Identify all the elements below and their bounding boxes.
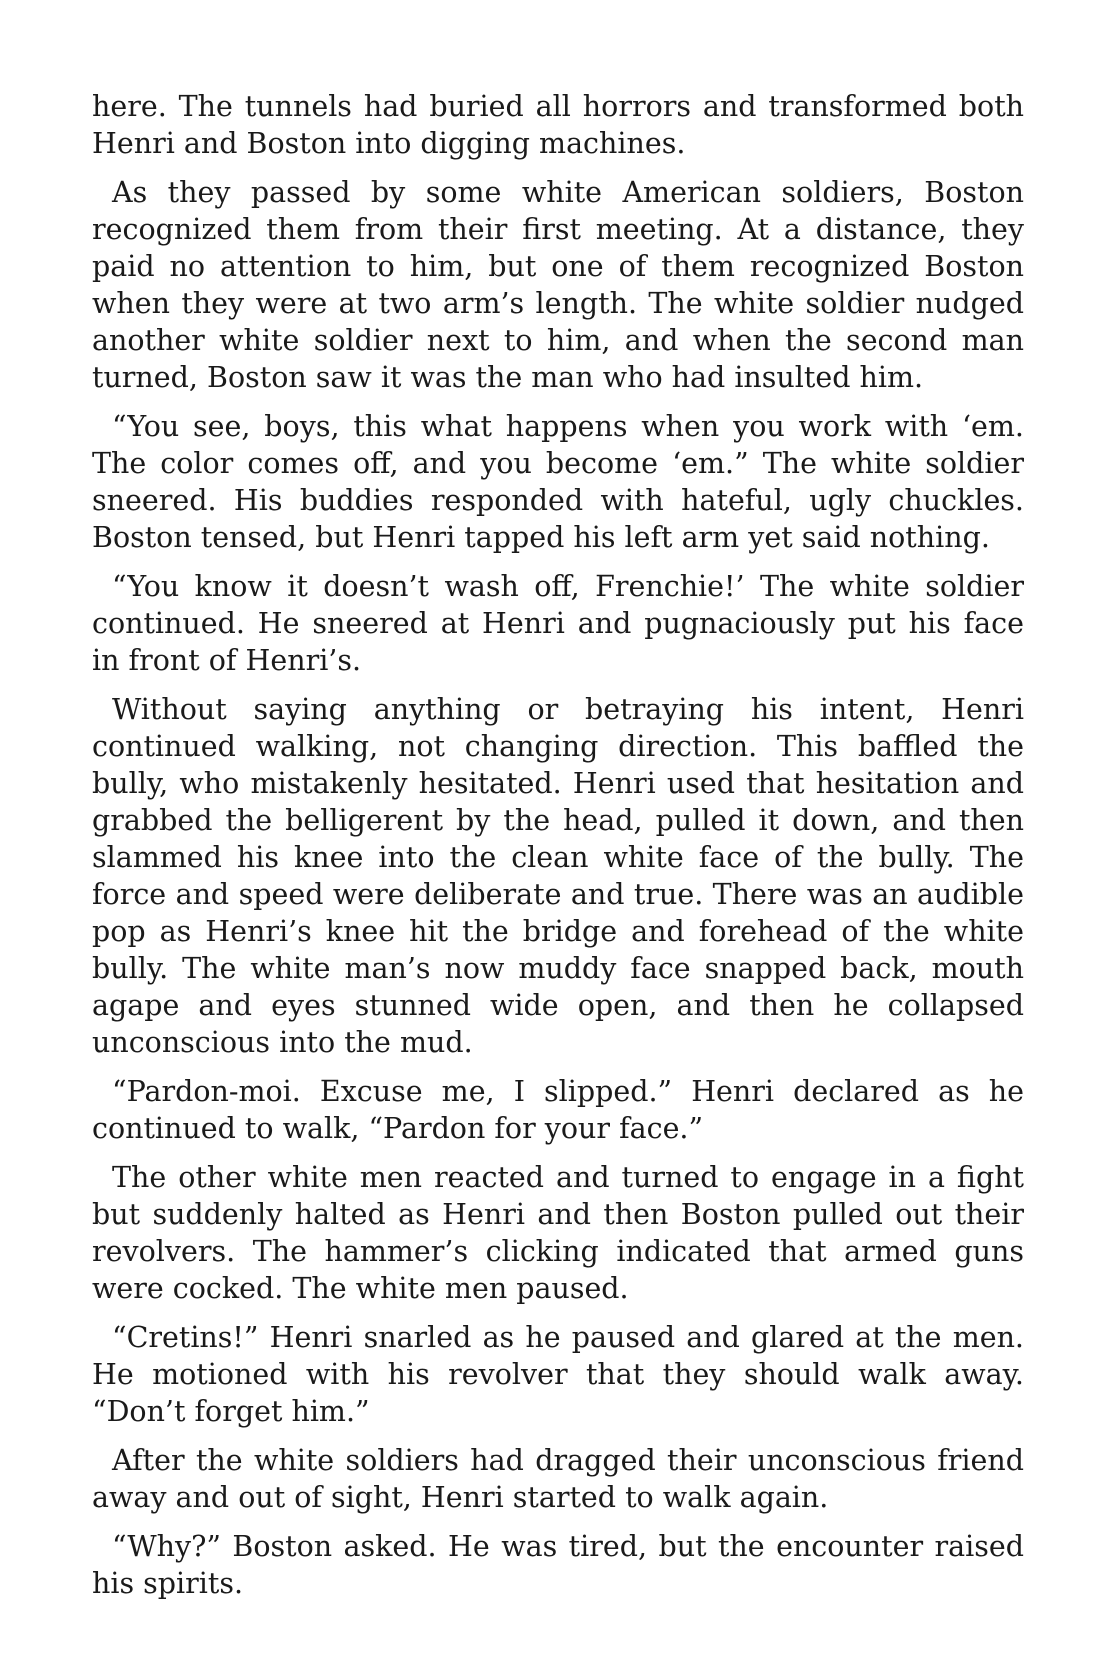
- paragraph-4: “You know it doesn’t wash off, Frenchie!’ The white soldier continued. He sneered at Henri and pugnaciously put his face in front of Henri’s.: [92, 570, 1024, 677]
- paragraph-8: “Cretins!” Henri snarled as he paused and glared at the men. He motioned with his revolver that they should walk away. “Don’t forget him.”: [92, 1321, 1024, 1428]
- paragraph-2: As they passed by some white American soldiers, Boston recognized them from their first meeting. At a distance, they paid no attention to him, but one of them recognized Boston when they were at two arm’s length. The white soldier nudged another white soldier next to him, and when the second man turned, Boston saw it was the man who had insulted him.: [92, 176, 1024, 394]
- paragraph-6: “Pardon-moi. Excuse me, I slipped.” Henri declared as he continued to walk, “Pardon for your face.”: [92, 1075, 1024, 1145]
- paragraph-3: “You see, boys, this what happens when you work with ‘em. The color comes off, and you become ‘em.” The white soldier sneered. His buddies responded with hateful, ugly chuckles. Boston tensed, but Henri tapped his left arm yet said nothing.: [92, 410, 1024, 554]
- paragraph-5: Without saying anything or betraying his intent, Henri continued walking, not changing direction. This baffled the bully, who mistakenly hesitated. Henri used that hesitation and grabbed the belligerent by the head, pulled it down, and then slammed his knee into the clean white face of the bully. The force and speed were deliberate and true. There was an audible pop as Henri’s knee hit the bridge and forehead of the white bully. The white man’s now muddy face snapped back, mouth agape and eyes stunned wide open, and then he collapsed unconscious into the mud.: [92, 693, 1024, 1059]
- paragraph-9: After the white soldiers had dragged their unconscious friend away and out of sight, Henri started to walk again.: [92, 1444, 1024, 1514]
- paragraph-10: “Why?” Boston asked. He was tired, but the encounter raised his spirits.: [92, 1530, 1024, 1600]
- book-page: [92, 88, 1024, 1614]
- paragraph-7: The other white men reacted and turned to engage in a fight but suddenly halted as Henri and then Boston pulled out their revolvers. The hammer’s clicking indicated that armed guns were cocked. The white men paused.: [92, 1161, 1024, 1305]
- paragraph-1: here. The tunnels had buried all horrors and transformed both Henri and Boston into digging machines.: [92, 90, 1024, 160]
